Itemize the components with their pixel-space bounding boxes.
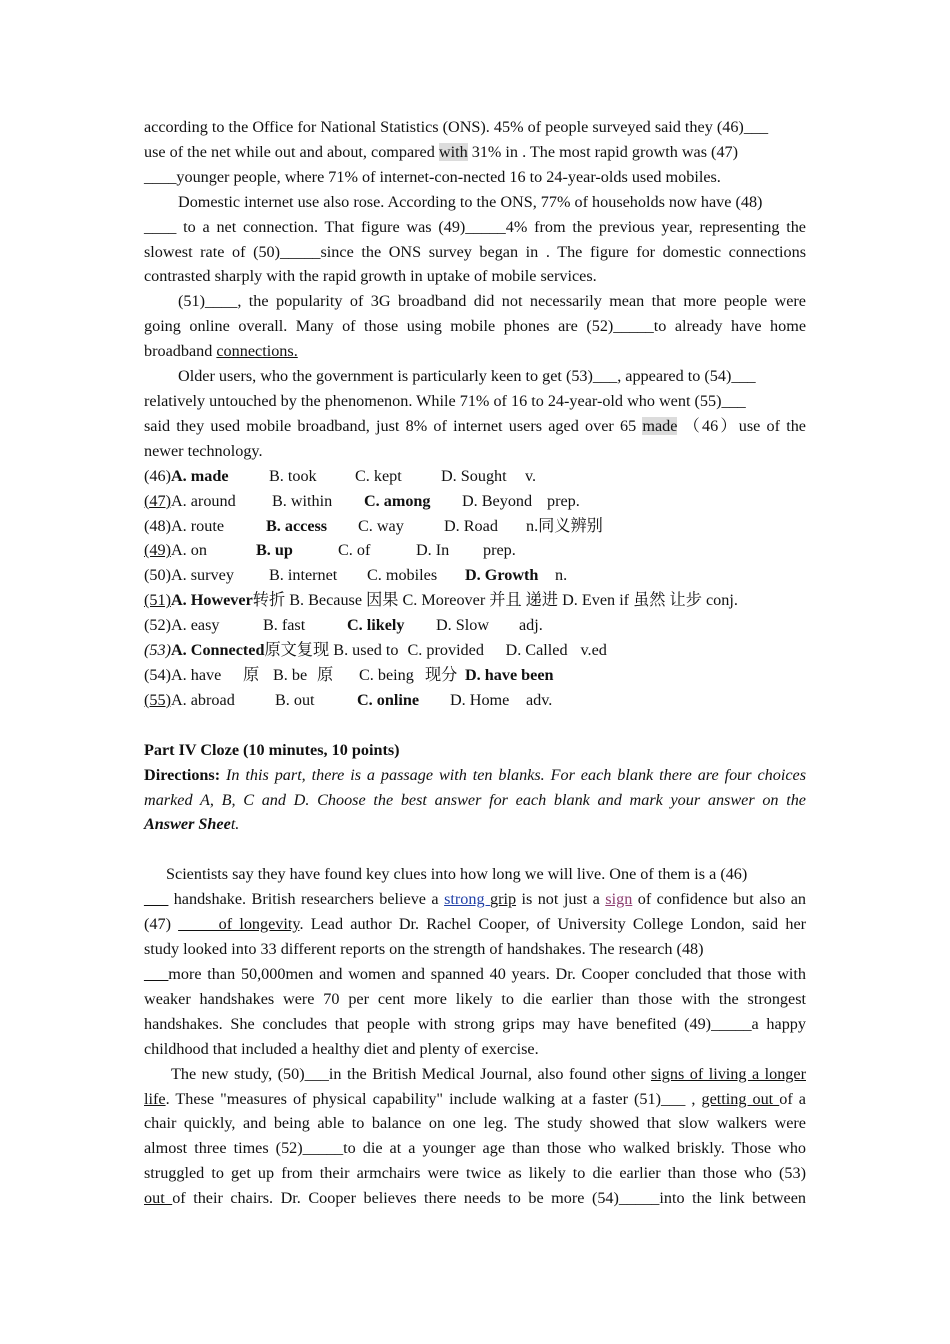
passage1-line: ____ to a net connection. That figure was (49)_____4% from the previous year, representing the bbox=[144, 217, 806, 236]
passage1-line: Domestic internet use also rose. According to the ONS, 77% of households now have (48) bbox=[178, 192, 763, 211]
answer-row-49: (49)A. on B. up C. of D. In prep. bbox=[144, 541, 516, 560]
passage1-line: said they used mobile broadband, just 8% of internet users aged over 65 made （46）use of the bbox=[144, 416, 806, 435]
passage2-line: (47) _____of longevity. Lead author Dr. Rachel Cooper, of University College London, said her bbox=[144, 915, 807, 934]
passage1-line: going online overall. Many of those using mobile phones are (52)_____to already have home bbox=[144, 317, 806, 336]
passage2-line: almost three times (52)_____to die at a younger age than those who walked briskly. Those who bbox=[144, 1139, 806, 1158]
passage2-line: childhood that included a healthy diet and plenty of exercise. bbox=[144, 1039, 539, 1058]
answer-row-54: (54)A. have 原 B. be 原 C. being 现分 D. have been bbox=[144, 665, 554, 684]
section-heading: Part IV Cloze (10 minutes, 10 points) bbox=[144, 740, 400, 759]
passage1-line: use of the net while out and about, compared with 31% in . The most rapid growth was (47) bbox=[144, 142, 739, 161]
passage1-line: relatively untouched by the phenomenon. While 71% of 16 to 24-year-old who went (55)___ bbox=[144, 391, 746, 410]
passage2-line: handshakes. She concludes that people with strong grips may have benefited (49)_____a happy bbox=[144, 1014, 806, 1033]
directions-line: Answer Sheet. bbox=[144, 815, 240, 834]
passage1-line: Older users, who the government is particularly keen to get (53)___, appeared to (54)___ bbox=[178, 367, 756, 386]
passage2-line: ___more than 50,000men and women and spanned 40 years. Dr. Cooper concluded that those with bbox=[144, 965, 806, 983]
passage2-line: ___ handshake. British researchers believe a strong grip is not just a sign of confidence but also an bbox=[144, 890, 807, 909]
answer-row-47: (47)A. around B. within C. among D. Beyond prep. bbox=[144, 491, 580, 510]
passage2-line: struggled to get up from their armchairs were twice as likely to die earlier than those who (53) bbox=[144, 1164, 806, 1183]
answer-row-55: (55)A. abroad B. out C. online D. Home adv. bbox=[144, 690, 553, 709]
answer-row-46: (46)A. made B. took C. kept D. Sought v. bbox=[144, 466, 537, 485]
passage1-line: contrasted sharply with the rapid growth in uptake of mobile services. bbox=[144, 267, 597, 286]
passage2-line: The new study, (50)___in the British Medical Journal, also found other signs of living a longer bbox=[171, 1064, 806, 1083]
passage2-line: out of their chairs. Dr. Cooper believes there needs to be more (54)_____into the link between bbox=[144, 1189, 806, 1208]
directions-line: Directions: In this part, there is a passage with ten blanks. For each blank there are four choices bbox=[144, 765, 806, 784]
answer-row-52: (52)A. easy B. fast C. likely D. Slow adj. bbox=[144, 616, 543, 635]
passage1-line: according to the Office for National Statistics (ONS). 45% of people surveyed said they (46)___ bbox=[144, 118, 769, 136]
passage2-line: life. These "measures of physical capability" include walking at a faster (51)___ , getting out of a bbox=[144, 1089, 806, 1108]
passage1-line: ____younger people, where 71% of internet-con-nected 16 to 24-year-olds used mobiles. bbox=[144, 167, 721, 186]
passage1-line: (51)____, the popularity of 3G broadband did not necessarily mean that more people were bbox=[178, 292, 806, 311]
passage2-line: Scientists say they have found key clues into how long we will live. One of them is a (46) bbox=[166, 865, 748, 884]
answer-row-51: (51)A. However转折 B. Because 因果 C. Moreover 并且 递进 D. Even if 虽然 让步 conj. bbox=[144, 591, 738, 610]
answer-row-50: (50)A. survey B. internet C. mobiles D. Growth n. bbox=[144, 566, 568, 585]
directions-line: marked A, B, C and D. Choose the best answer for each blank and mark your answer on the bbox=[144, 790, 806, 809]
passage2-line: study looked into 33 different reports on the strength of handshakes. The research (48) bbox=[144, 940, 704, 959]
answer-row-53: (53)A. Connected原文复现 B. used to C. provided D. Called v.ed bbox=[144, 641, 607, 660]
passage2-line: chair quickly, and being able to balance on one leg. The study showed that slow walkers were bbox=[144, 1114, 806, 1133]
passage1-line: broadband connections. bbox=[144, 342, 298, 361]
answer-row-48: (48)A. route B. access C. way D. Road n.同义辨别 bbox=[144, 516, 603, 535]
passage1-line: slowest rate of (50)_____since the ONS survey began in . The figure for domestic connections bbox=[144, 242, 806, 261]
passage2-line: weaker handshakes were 70 per cent more likely to die earlier than those with the strongest bbox=[144, 989, 806, 1008]
document-page bbox=[144, 115, 806, 1211]
passage1-line: newer technology. bbox=[144, 441, 263, 460]
